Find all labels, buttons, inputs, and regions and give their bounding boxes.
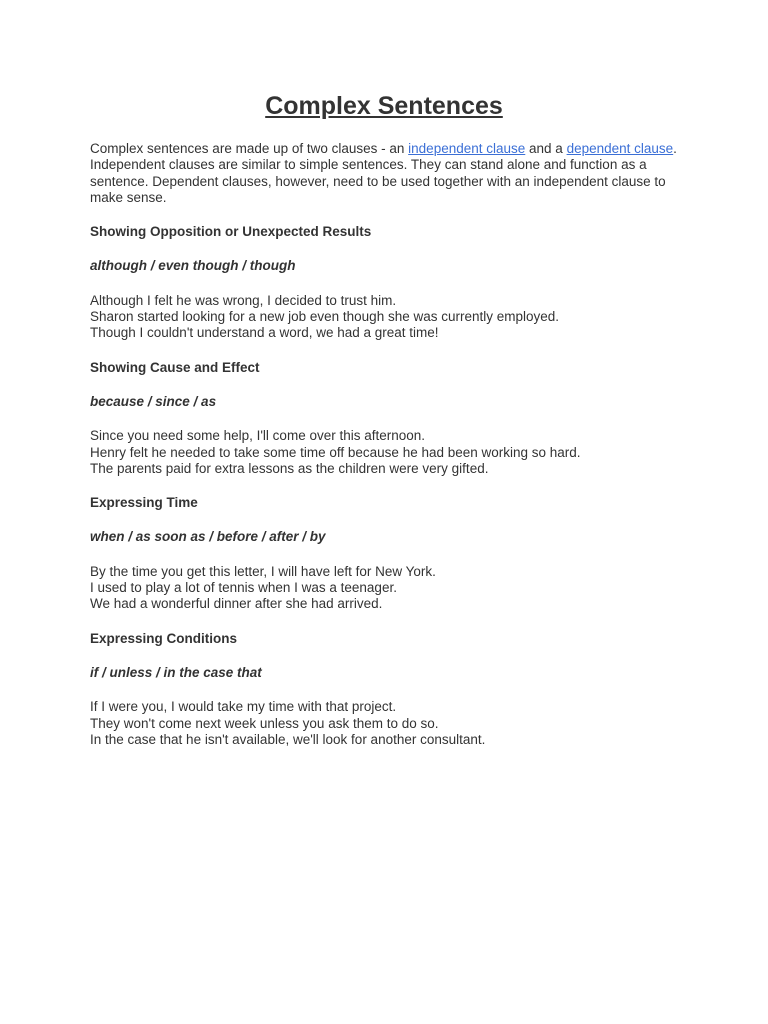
section-examples (90, 699, 690, 748)
example-sentence: Although I felt he was wrong, I decided to trust him. (90, 292, 397, 308)
intro-text-middle: and a (525, 141, 567, 156)
example-sentence: They won't come next week unless you ask them to do so. (90, 715, 439, 731)
section-heading: Expressing Time (90, 495, 198, 511)
section-conjunctions: when / as soon as / before / after / by (90, 529, 326, 545)
section-conjunctions: if / unless / in the case that (90, 664, 262, 680)
section-examples (90, 293, 690, 342)
example-sentence: The parents paid for extra lessons as the children were very gifted. (90, 460, 489, 476)
section-heading: Showing Cause and Effect (90, 359, 260, 375)
page-title: Complex Sentences (265, 92, 503, 120)
example-sentence: In the case that he isn't available, we'll look for another consultant. (90, 731, 486, 747)
section-heading: Showing Opposition or Unexpected Results (90, 224, 372, 240)
section-conjunctions: although / even though / though (90, 258, 296, 274)
section-heading: Expressing Conditions (90, 630, 238, 646)
section-examples (90, 564, 690, 613)
example-sentence: Henry felt he needed to take some time off because he had been working so hard. (90, 444, 581, 460)
example-sentence: Since you need some help, I'll come over this afternoon. (90, 428, 426, 444)
example-sentence: I used to play a lot of tennis when I was a teenager. (90, 580, 397, 596)
example-sentence: Though I couldn't understand a word, we had a great time! (90, 325, 439, 341)
example-sentence: If I were you, I would take my time with that project. (90, 699, 397, 715)
section-cause-effect (90, 360, 690, 477)
section-conditions (90, 631, 690, 748)
example-sentence: We had a wonderful dinner after she had arrived. (90, 596, 383, 612)
example-sentence: By the time you get this letter, I will have left for New York. (90, 563, 436, 579)
section-examples (90, 428, 690, 477)
example-sentence: Sharon started looking for a new job even though she was currently employed. (90, 309, 560, 325)
section-opposition (90, 224, 690, 341)
intro-paragraph (90, 141, 690, 206)
intro-text-after: . Independent clauses are similar to simple sentences. They can stand alone and function as a sentence. Dependent clauses, however, need to be used together with an independent clause to make sense. (90, 141, 677, 205)
document-body (90, 141, 690, 766)
intro-text-before: Complex sentences are made up of two clauses - an (90, 141, 409, 156)
independent-clause-link[interactable]: independent clause (408, 141, 526, 156)
dependent-clause-link[interactable]: dependent clause (566, 141, 674, 156)
section-time (90, 495, 690, 612)
section-conjunctions: because / since / as (90, 393, 217, 409)
